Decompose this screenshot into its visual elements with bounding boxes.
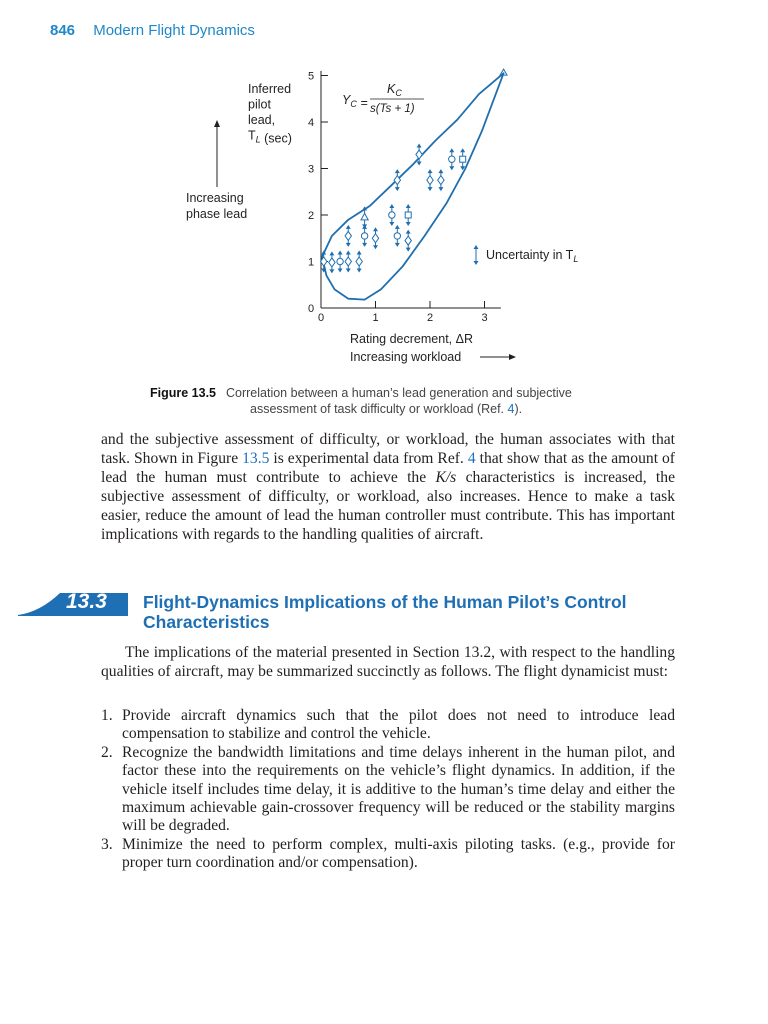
data-point (337, 251, 343, 273)
x-tick-label: 0 (318, 312, 325, 324)
uncertainty-legend-icon (474, 245, 479, 265)
data-point (405, 204, 411, 226)
formula-lhs: $Y_C$ = (342, 93, 368, 110)
x-tick-label: 3 (481, 312, 488, 324)
chart-labels (186, 82, 578, 364)
figure-caption (150, 385, 630, 417)
phase-lead-label-line: Increasing (186, 191, 244, 205)
caption-label: Figure 13.5 (150, 386, 216, 400)
list-item-text: Provide aircraft dynamics such that the pilot does not need to introduce lead compensation to stabilize and control the vehicle. (122, 707, 675, 743)
caption-line2-end: ). (514, 402, 523, 416)
data-point (427, 169, 433, 191)
list-item-number: 3. (101, 835, 113, 853)
y-tick-label: 0 (308, 303, 315, 315)
section-heading (0, 590, 768, 636)
caption-ref-link[interactable]: 4 (507, 402, 515, 416)
data-point (329, 251, 335, 273)
x-tick-label: 1 (372, 312, 379, 324)
implications-list (101, 707, 675, 873)
section-number: 13.3 (66, 590, 107, 613)
formula-numerator: $K_C$ (387, 82, 402, 98)
x-axis-label: Rating decrement, ΔR (350, 332, 473, 346)
data-point (460, 148, 466, 170)
uncertainty-label: Uncertainty in $T_L$ (486, 248, 579, 264)
para-text-4: characteristics is increased, the subjective assessment of difficulty, or workload, also increases. Hence to make a task easier, reduce the amount of lead the human controller must contribute. This has important implications with regards to the handling qualities of aircraft. (101, 469, 675, 543)
para-text-1: and the subjective assessment of difficulty, or workload, the human associates with that task. Shown in Figure (101, 431, 675, 467)
y-tick-label: 2 (308, 210, 315, 222)
y-tick-label: 4 (308, 117, 315, 129)
para-text-2: is experimental data from Ref. (269, 450, 468, 467)
data-point (394, 225, 400, 247)
y-axis-label-line: Inferred (248, 82, 292, 96)
formula-denominator: s(Ts + 1) (370, 103, 415, 115)
list-item-number: 2. (101, 743, 113, 761)
y-tick-label: 3 (308, 163, 315, 176)
list-item-text: Recognize the bandwidth limitations and time delays inherent in the human pilot, and factor these into the requirements on the vehicle’s flight dynamics. In addition, if the vehicle itself includes time delay, it is additive to the human’s time delay and either the maximum achievable gain-crossover frequency will be reduced or the stability margins will be degraded. (122, 743, 675, 835)
running-title: Modern Flight Dynamics (93, 22, 255, 39)
section-intro: The implications of the material presented in Section 13.2, with respect to the handling qualities of aircraft, may be summarized succinctly as follows. The flight dynamicist must: (101, 644, 675, 680)
caption-line2-text: assessment of task difficulty or workload (Ref. (250, 402, 508, 416)
body-paragraph (101, 430, 675, 544)
data-point (345, 251, 351, 273)
y-axis-unit-label: $T_L$ (sec) (248, 128, 292, 146)
list-item-number: 1. (101, 707, 113, 724)
para-italic: K/s (435, 469, 457, 486)
data-point (394, 169, 400, 191)
data-point (356, 251, 362, 273)
list-item-text: Minimize the need to perform complex, multi-axis piloting tasks. (e.g., provide for proper turn coordination and/or compensation). (122, 835, 675, 872)
y-tick-label: 1 (308, 256, 315, 269)
data-point (361, 225, 367, 247)
list-item (101, 707, 675, 744)
workload-label: Increasing workload (350, 350, 462, 364)
data-point (449, 148, 455, 170)
data-point (389, 204, 395, 226)
section-title: Flight-Dynamics Implications of the Human Pilot’s Control Characteristics (143, 592, 627, 632)
para-text-3: that show that as the amount of lead the human must contribute to achieve the (101, 450, 675, 486)
list-item (101, 744, 675, 836)
y-axis-label-line: pilot (248, 97, 271, 112)
phase-lead-arrowhead (214, 120, 220, 127)
list-item (101, 836, 675, 873)
y-tick-label: 5 (308, 70, 315, 83)
y-axis-label-line: lead, (248, 113, 276, 127)
data-point (372, 227, 378, 249)
caption-line1: Correlation between a human’s lead generation and subjective (226, 386, 572, 400)
x-tick-label: 2 (427, 312, 434, 324)
data-point (405, 230, 411, 252)
page-header (50, 22, 255, 39)
figure-ref-link[interactable]: 13.5 (242, 450, 270, 467)
ref-link[interactable]: 4 (467, 450, 476, 467)
page-number: 846 (50, 22, 76, 39)
phase-lead-label-line: phase lead (186, 207, 248, 221)
workload-arrowhead (509, 354, 516, 360)
data-point (345, 225, 351, 247)
data-point (416, 144, 422, 166)
figure-13-5-chart (180, 62, 579, 372)
caption-line2 (150, 401, 630, 417)
data-point (438, 169, 444, 191)
